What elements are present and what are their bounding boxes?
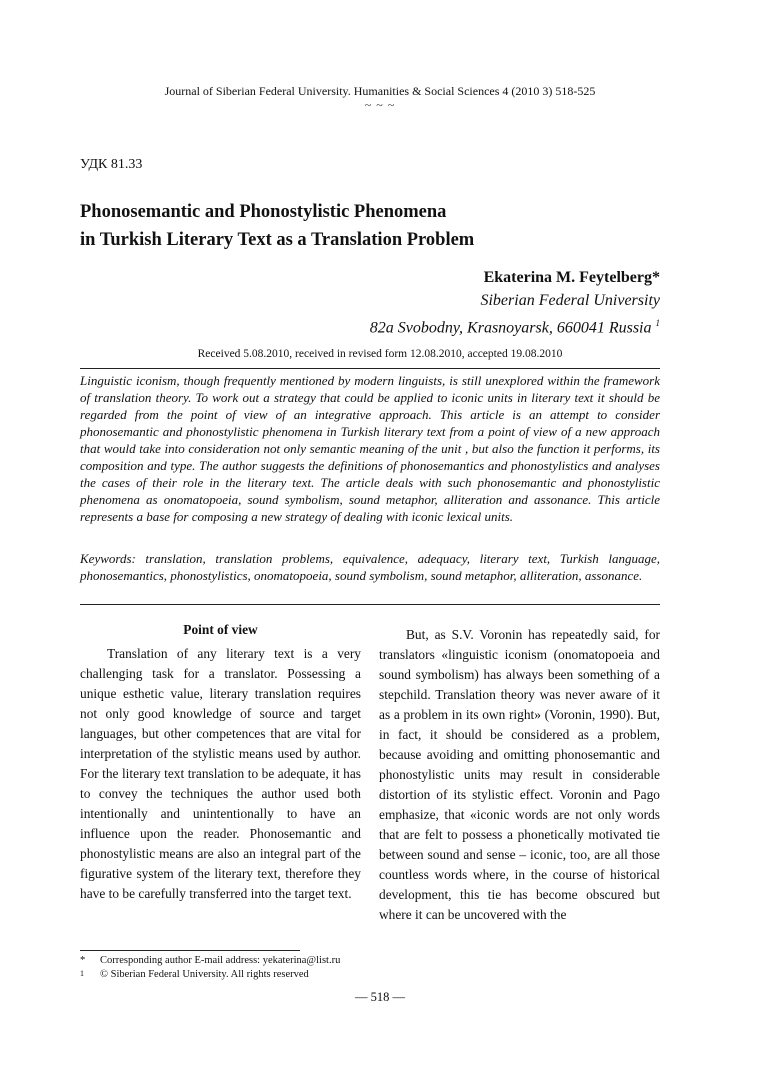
udk-code: УДК 81.33 [80, 157, 143, 172]
author-address-line [370, 312, 660, 339]
abstract: Linguistic iconism, though frequently mentioned by modern linguists, is still unexplored within the framework of translation theory. To work out a strategy that could be applied to iconic units in literary text it should be regarded from the point of view of an integrative approach. This article is an attempt to consider phonosemantic and phonostylistic phenomena in Turkish literary text from a point of view of a new approach that would take into consideration not only semantic meaning of the unit , but also the function it performs, its composition and type. The author suggests the definitions of phonosemantics and phonostylistics and analyses the cases of their role in the literary text. The article deals with such phonosemantic and phonostylistic phenomena as onomatopoeia, sound symbolism, sound metaphor, alliteration and assonance. This article represents a base for composing a new strategy of dealing with iconic lexical units. [80, 373, 660, 524]
left-column [80, 620, 361, 904]
header-ornament: ~ ~ ~ [364, 98, 396, 112]
footnote-text: Corresponding author E-mail address: yekaterina@list.ru [100, 955, 341, 966]
address-footnote-mark: 1 [655, 318, 660, 328]
received-dates: Received 5.08.2010, received in revised form 12.08.2010, accepted 19.08.2010 [197, 348, 563, 360]
title-line-2: in Turkish Literary Text as a Translation Problem [80, 230, 475, 250]
body-paragraph-left: Translation of any literary text is a very challenging task for a translator. Possessing a unique esthetic value, literary translation requires not only good knowledge of source and target languages, but other competences that are vital for interpretation of the stylistic means used by author. For the literary text translation to be adequate, it has to convey the techniques the author used both intentionally and unintentionally to have an influence upon the reader. Phonosemantic and phonostylistic means are also an integral part of the figurative system of the literary text, therefore they have to be carefully transferred into the target text. [80, 646, 361, 901]
abstract-bottom-rule [80, 604, 660, 605]
article-title [80, 198, 680, 254]
journal-header: Journal of Siberian Federal University. Humanities & Social Sciences 4 (2010 3) 518-525 [164, 84, 596, 98]
abstract-top-rule [80, 368, 660, 369]
footnote-copyright [80, 969, 309, 980]
footnote-text: © Siberian Federal University. All rights reserved [100, 969, 309, 980]
footnote-mark: * [80, 955, 86, 966]
footnote-corresponding-author [80, 955, 340, 966]
title-line-1: Phonosemantic and Phonostylistic Phenomena [80, 202, 447, 222]
body-paragraph-right: But, as S.V. Voronin has repeatedly said, for translators «linguistic iconism (onomatopoeia and sound symbolism) has always been something of a stepchild. Translation theory was never aware of it as a problem in its own right» (Voronin, 1990). But, in fact, it should be considered as a problem, because avoiding and omitting phonosemantic and phonostylistic units may result in considerable distortion of its stylistic effect. Voronin and Pago emphasize, that «iconic words are not only words that are felt to possess a phonetically motivated tie between sound and sense – iconic, too, are all those countless words where, in the course of historical development, this tie has become obscured but where it can be uncovered with the [379, 627, 660, 922]
author-affiliation: Siberian Federal University [480, 292, 660, 309]
author-block [370, 266, 660, 339]
right-column [379, 625, 660, 925]
footnote-rule [80, 950, 300, 951]
footnote-mark: 1 [80, 969, 84, 978]
section-heading: Point of view [183, 622, 258, 637]
keywords: Keywords: translation, translation problems, equivalence, adequacy, literary text, Turkish language, phonosemantics, phonostylistics, onomatopoeia, sound symbolism, sound metaphor, alliteration, assonance. [80, 551, 660, 583]
author-name: Ekaterina M. Feytelberg* [483, 269, 660, 286]
author-address: 82a Svobodny, Krasnoyarsk, 660041 Russia [369, 319, 652, 337]
page-number: — 518 — [355, 990, 405, 1004]
